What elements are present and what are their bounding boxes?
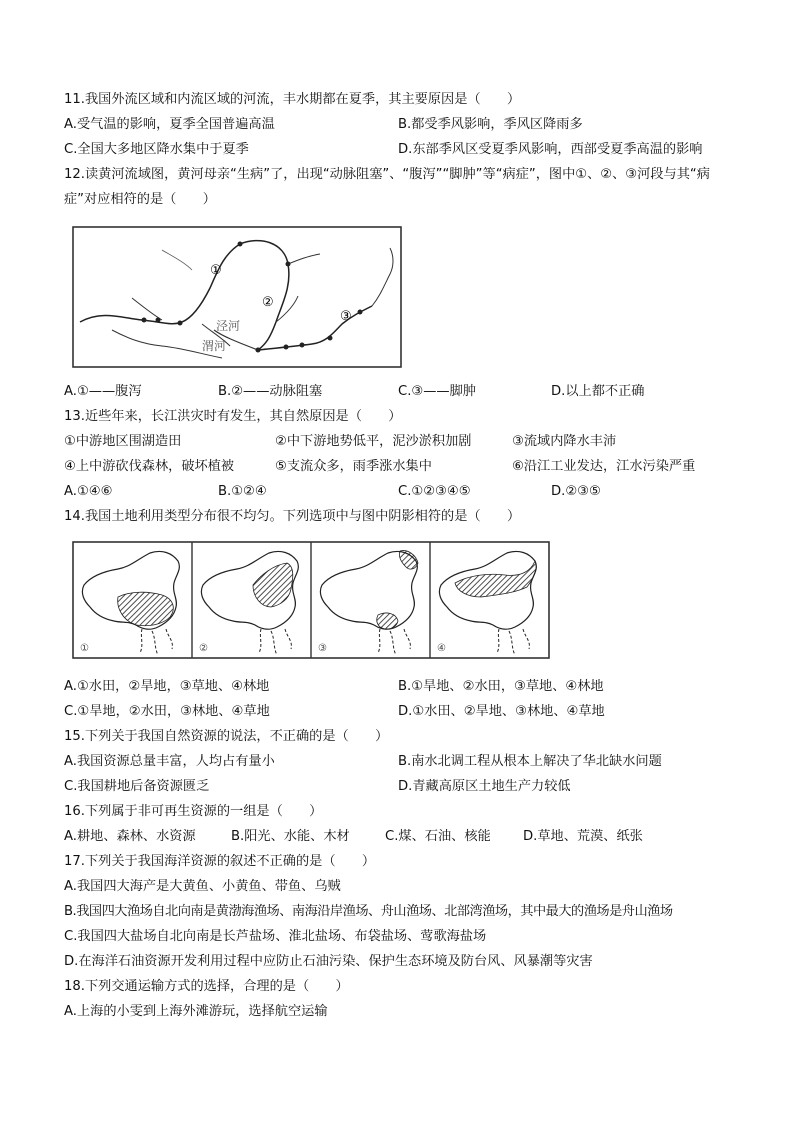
q17-option-c: C.我国四大盐场自北向南是长芦盐场、淮北盐场、布袋盐场、莺歌海盐场 <box>64 929 487 944</box>
q12-option-d: D.以上都不正确 <box>551 384 645 399</box>
q13-statement-6: ⑥沿江工业发达，江水污染严重 <box>512 459 696 474</box>
q18-option-a: A.上海的小雯到上海外滩游玩，选择航空运输 <box>64 1004 328 1019</box>
yellow-river-basin-map <box>72 226 402 368</box>
q13-option-d: D.②③⑤ <box>551 484 601 499</box>
q14-stem: 14.我国土地利用类型分布很不均匀。下列选项中与图中阴影相符的是（ ） <box>64 509 521 524</box>
map-label-jing: 泾河 <box>216 319 241 333</box>
q13-stem: 13.近些年来，长江洪灾时有发生，其自然原因是（ ） <box>64 409 402 424</box>
q12-option-a: A.①——腹泻 <box>64 384 142 399</box>
panel-label-1: ① <box>80 643 89 654</box>
q14-option-d: D.①水田、②旱地、③林地、④草地 <box>398 704 605 719</box>
map-label-3: ③ <box>340 309 352 324</box>
q17-option-b: B.我国四大渔场自北向南是黄渤海渔场、南海沿岸渔场、舟山渔场、北部湾渔场，其中最大的渔场是舟山渔场 <box>64 904 673 919</box>
map-label-wei: 渭河 <box>202 339 227 353</box>
panel-label-4: ④ <box>437 643 446 654</box>
q11-option-a: A.受气温的影响，夏季全国普遍高温 <box>64 117 275 132</box>
q16-option-b: B.阳光、水能、木材 <box>231 829 350 844</box>
panel-label-3: ③ <box>318 643 327 654</box>
q11-option-b: B.都受季风影响，季风区降雨多 <box>398 117 583 132</box>
q11-option-d: D.东部季风区受夏季风影响，西部受夏季高温的影响 <box>398 142 703 157</box>
q13-statement-4: ④上中游砍伐森林，破坏植被 <box>64 459 235 474</box>
q16-option-c: C.煤、石油、核能 <box>385 829 491 844</box>
q13-option-c: C.①②③④⑤ <box>398 484 471 499</box>
q17-stem: 17.下列关于我国海洋资源的叙述不正确的是（ ） <box>64 854 376 869</box>
q14-option-a: A.①水田，②旱地，③草地、④林地 <box>64 679 270 694</box>
panel-label-2: ② <box>199 643 208 654</box>
q15-option-b: B.南水北调工程从根本上解决了华北缺水问题 <box>398 754 662 769</box>
q15-stem: 15.下列关于我国自然资源的说法，不正确的是（ ） <box>64 729 389 744</box>
q15-option-a: A.我国资源总量丰富，人均占有量小 <box>64 754 275 769</box>
q18-stem: 18.下列交通运输方式的选择，合理的是（ ） <box>64 979 349 994</box>
q13-statement-2: ②中下游地势低平，泥沙淤积加剧 <box>275 434 472 449</box>
q15-option-c: C.我国耕地后备资源匮乏 <box>64 779 210 794</box>
q11-option-c: C.全国大多地区降水集中于夏季 <box>64 142 249 157</box>
q13-statement-5: ⑤支流众多，雨季涨水集中 <box>275 459 432 474</box>
q13-option-b: B.①②④ <box>218 484 267 499</box>
q13-statement-1: ①中游地区围湖造田 <box>64 434 182 449</box>
q16-option-a: A.耕地、森林、水资源 <box>64 829 196 844</box>
q17-option-d: D.在海洋石油资源开发利用过程中应防止石油污染、保护生态环境及防台风、风暴潮等灾害 <box>64 954 593 969</box>
q12-stem-line1: 12.读黄河流域图，黄河母亲“生病”了，出现“动脉阻塞”、“腹泻”“脚肿”等“病症”，图中①、②、③河段与其“病 <box>64 167 710 182</box>
q13-option-a: A.①④⑥ <box>64 484 113 499</box>
q12-option-c: C.③——脚肿 <box>398 384 476 399</box>
q13-statement-3: ③流域内降水丰沛 <box>512 434 617 449</box>
q14-option-c: C.①旱地，②水田，③林地、④草地 <box>64 704 270 719</box>
q12-stem-line2: 症”对应相符的是（ ） <box>64 192 216 207</box>
map-label-2: ② <box>262 295 274 310</box>
land-use-maps <box>72 541 550 659</box>
q15-option-d: D.青藏高原区土地生产力较低 <box>398 779 571 794</box>
q11-stem: 11.我国外流区域和内流区域的河流，丰水期都在夏季，其主要原因是（ ） <box>64 92 521 107</box>
map-label-1: ① <box>210 263 222 278</box>
q16-option-d: D.草地、荒漠、纸张 <box>523 829 643 844</box>
q14-option-b: B.①旱地、②水田，③草地、④林地 <box>398 679 604 694</box>
q17-option-a: A.我国四大海产是大黄鱼、小黄鱼、带鱼、乌贼 <box>64 879 341 894</box>
q16-stem: 16.下列属于非可再生资源的一组是（ ） <box>64 804 323 819</box>
q12-option-b: B.②——动脉阻塞 <box>218 384 323 399</box>
